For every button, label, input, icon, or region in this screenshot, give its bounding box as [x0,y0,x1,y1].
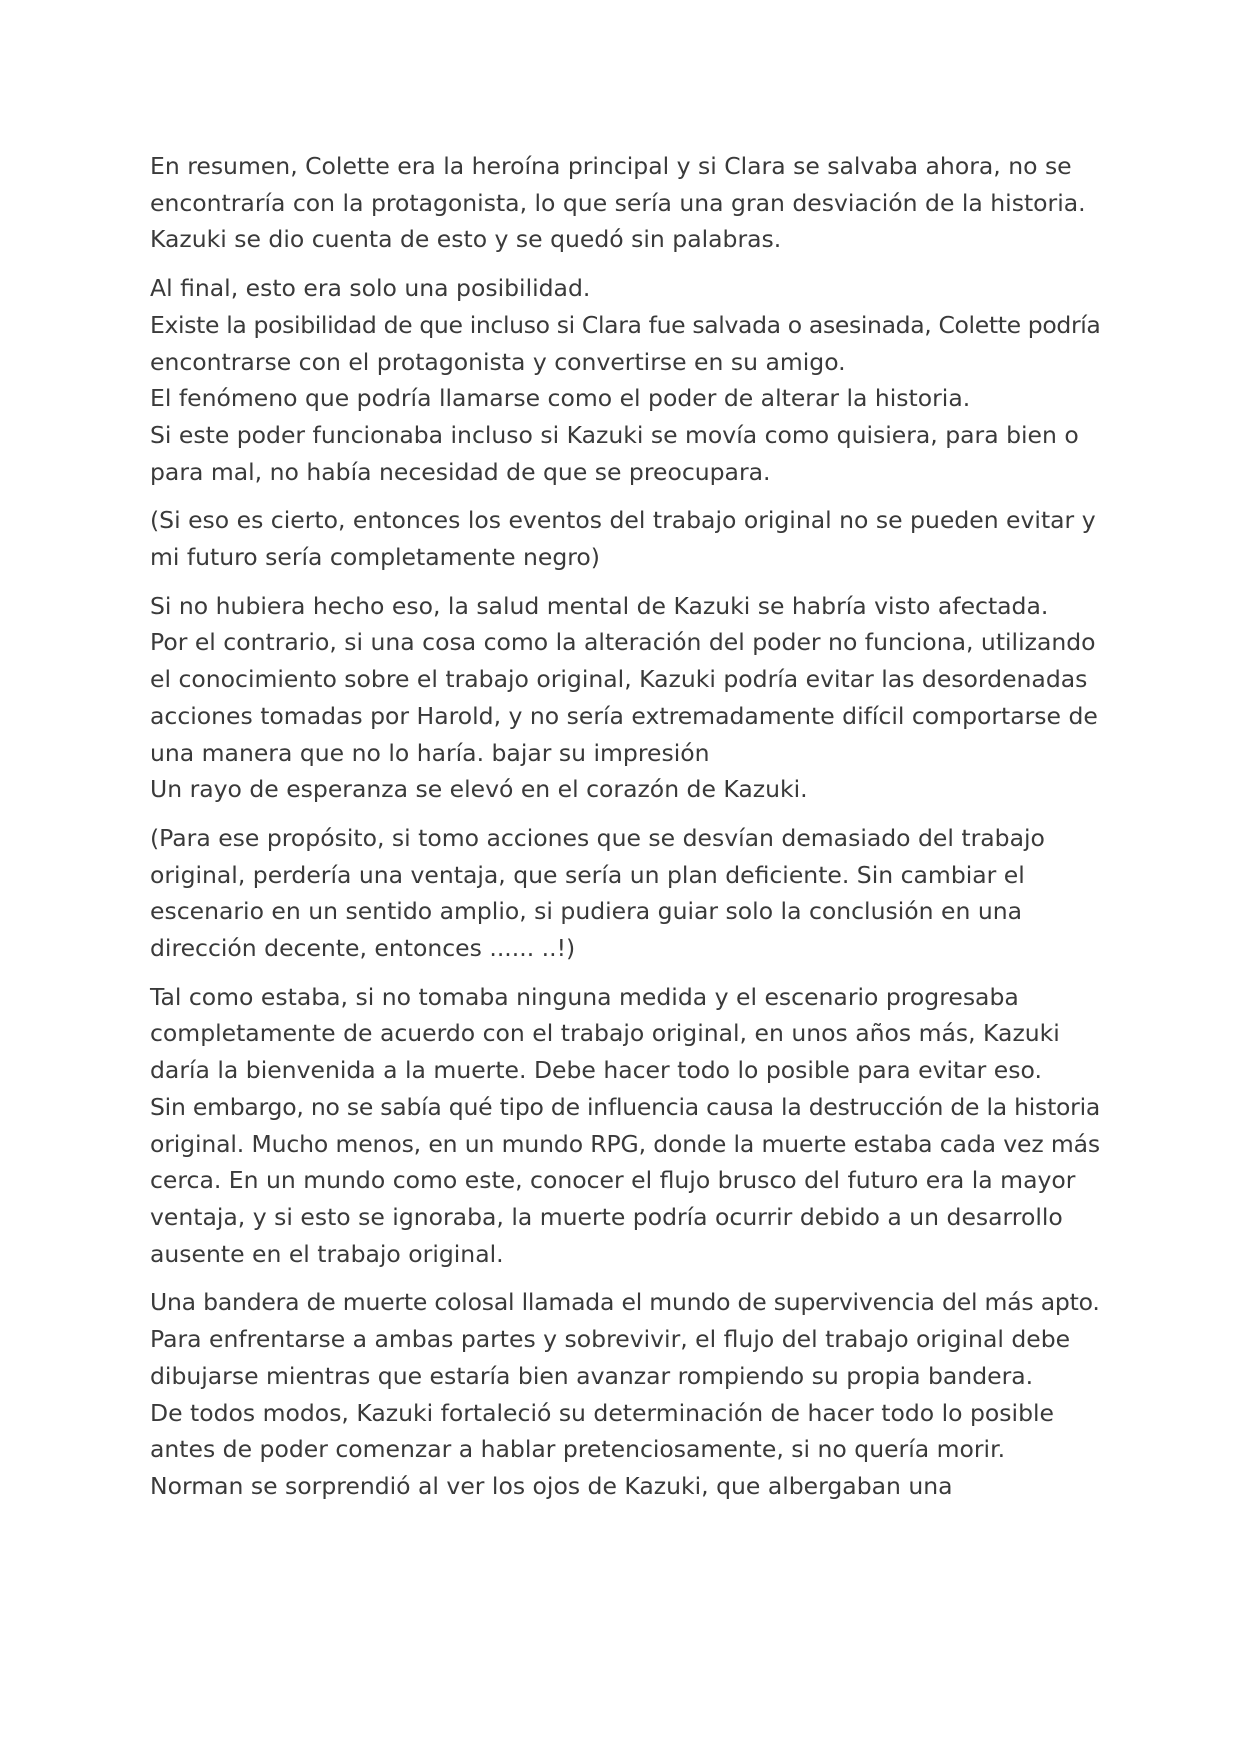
text-line: escenario en un sentido amplio, si pudiera guiar solo la conclusión en una [150,897,1023,926]
paragraph [150,1284,1100,1504]
text-line: (Si eso es cierto, entonces los eventos del trabajo original no se pueden evitar y [150,506,1096,535]
text-line: Si no hubiera hecho eso, la salud mental de Kazuki se habría visto afectada. [150,591,1049,620]
text-line: El fenómeno que podría llamarse como el poder de alterar la historia. [150,384,971,413]
text-line: Tal como estaba, si no tomaba ninguna medida y el escenario progresaba [150,982,1019,1011]
text-line: dirección decente, entonces ...... ..!) [150,934,576,963]
paragraph [150,502,1100,575]
text-line: Un rayo de esperanza se elevó en el corazón de Kazuki. [150,775,808,804]
text-line: encontrarse con el protagonista y convertirse en su amigo. [150,347,846,376]
text-line: Por el contrario, si una cosa como la alteración del poder no funciona, utilizando [150,628,1096,657]
text-line: dibujarse mientras que estaría bien avanzar rompiendo su propia bandera. [150,1361,1034,1390]
paragraph [150,270,1100,490]
text-line: para mal, no había necesidad de que se preocupara. [150,457,771,486]
text-line: encontraría con la protagonista, lo que sería una gran desviación de la historia. [150,188,1086,217]
text-line: el conocimiento sobre el trabajo original, Kazuki podría evitar las desordenadas [150,665,1088,694]
text-line: Para enfrentarse a ambas partes y sobrevivir, el flujo del trabajo original debe [150,1325,1071,1354]
text-line: original, perdería una ventaja, que sería un plan deficiente. Sin cambiar el [150,860,1025,889]
paragraph [150,148,1100,258]
text-line: De todos modos, Kazuki fortaleció su determinación de hacer todo lo posible [150,1398,1054,1427]
text-line: Al final, esto era solo una posibilidad. [150,274,591,303]
text-line: En resumen, Colette era la heroína principal y si Clara se salvaba ahora, no se [150,152,1072,180]
paragraph [150,820,1100,967]
text-line: Una bandera de muerte colosal llamada el mundo de supervivencia del más apto. [150,1288,1100,1317]
text-line: Existe la posibilidad de que incluso si Clara fue salvada o asesinada, Colette podría [150,310,1101,339]
text-line: Sin embargo, no se sabía qué tipo de influencia causa la destrucción de la historia [150,1092,1101,1121]
text-line: Kazuki se dio cuenta de esto y se quedó sin palabras. [150,225,782,254]
document-body [150,148,1100,1517]
text-line: ventaja, y si esto se ignoraba, la muerte podría ocurrir debido a un desarrollo [150,1202,1063,1231]
paragraph [150,979,1100,1273]
text-line: antes de poder comenzar a hablar pretenciosamente, si no quería morir. [150,1435,1006,1464]
paragraph [150,588,1100,808]
text-line: cerca. En un mundo como este, conocer el flujo brusco del futuro era la mayor [150,1166,1076,1195]
text-line: una manera que no lo haría. bajar su impresión [150,738,710,767]
text-line: Norman se sorprendió al ver los ojos de Kazuki, que albergaban una [150,1471,953,1500]
text-line: Si este poder funcionaba incluso si Kazuki se movía como quisiera, para bien o [150,420,1079,449]
text-line: daría la bienvenida a la muerte. Debe hacer todo lo posible para evitar eso. [150,1056,1042,1085]
text-line: ausente en el trabajo original. [150,1239,504,1268]
text-line: acciones tomadas por Harold, y no sería extremadamente difícil comportarse de [150,701,1098,730]
text-line: mi futuro sería completamente negro) [150,543,600,572]
text-line: original. Mucho menos, en un mundo RPG, donde la muerte estaba cada vez más [150,1129,1100,1158]
text-line: completamente de acuerdo con el trabajo original, en unos años más, Kazuki [150,1019,1060,1048]
text-line: (Para ese propósito, si tomo acciones que se desvían demasiado del trabajo [150,823,1045,852]
